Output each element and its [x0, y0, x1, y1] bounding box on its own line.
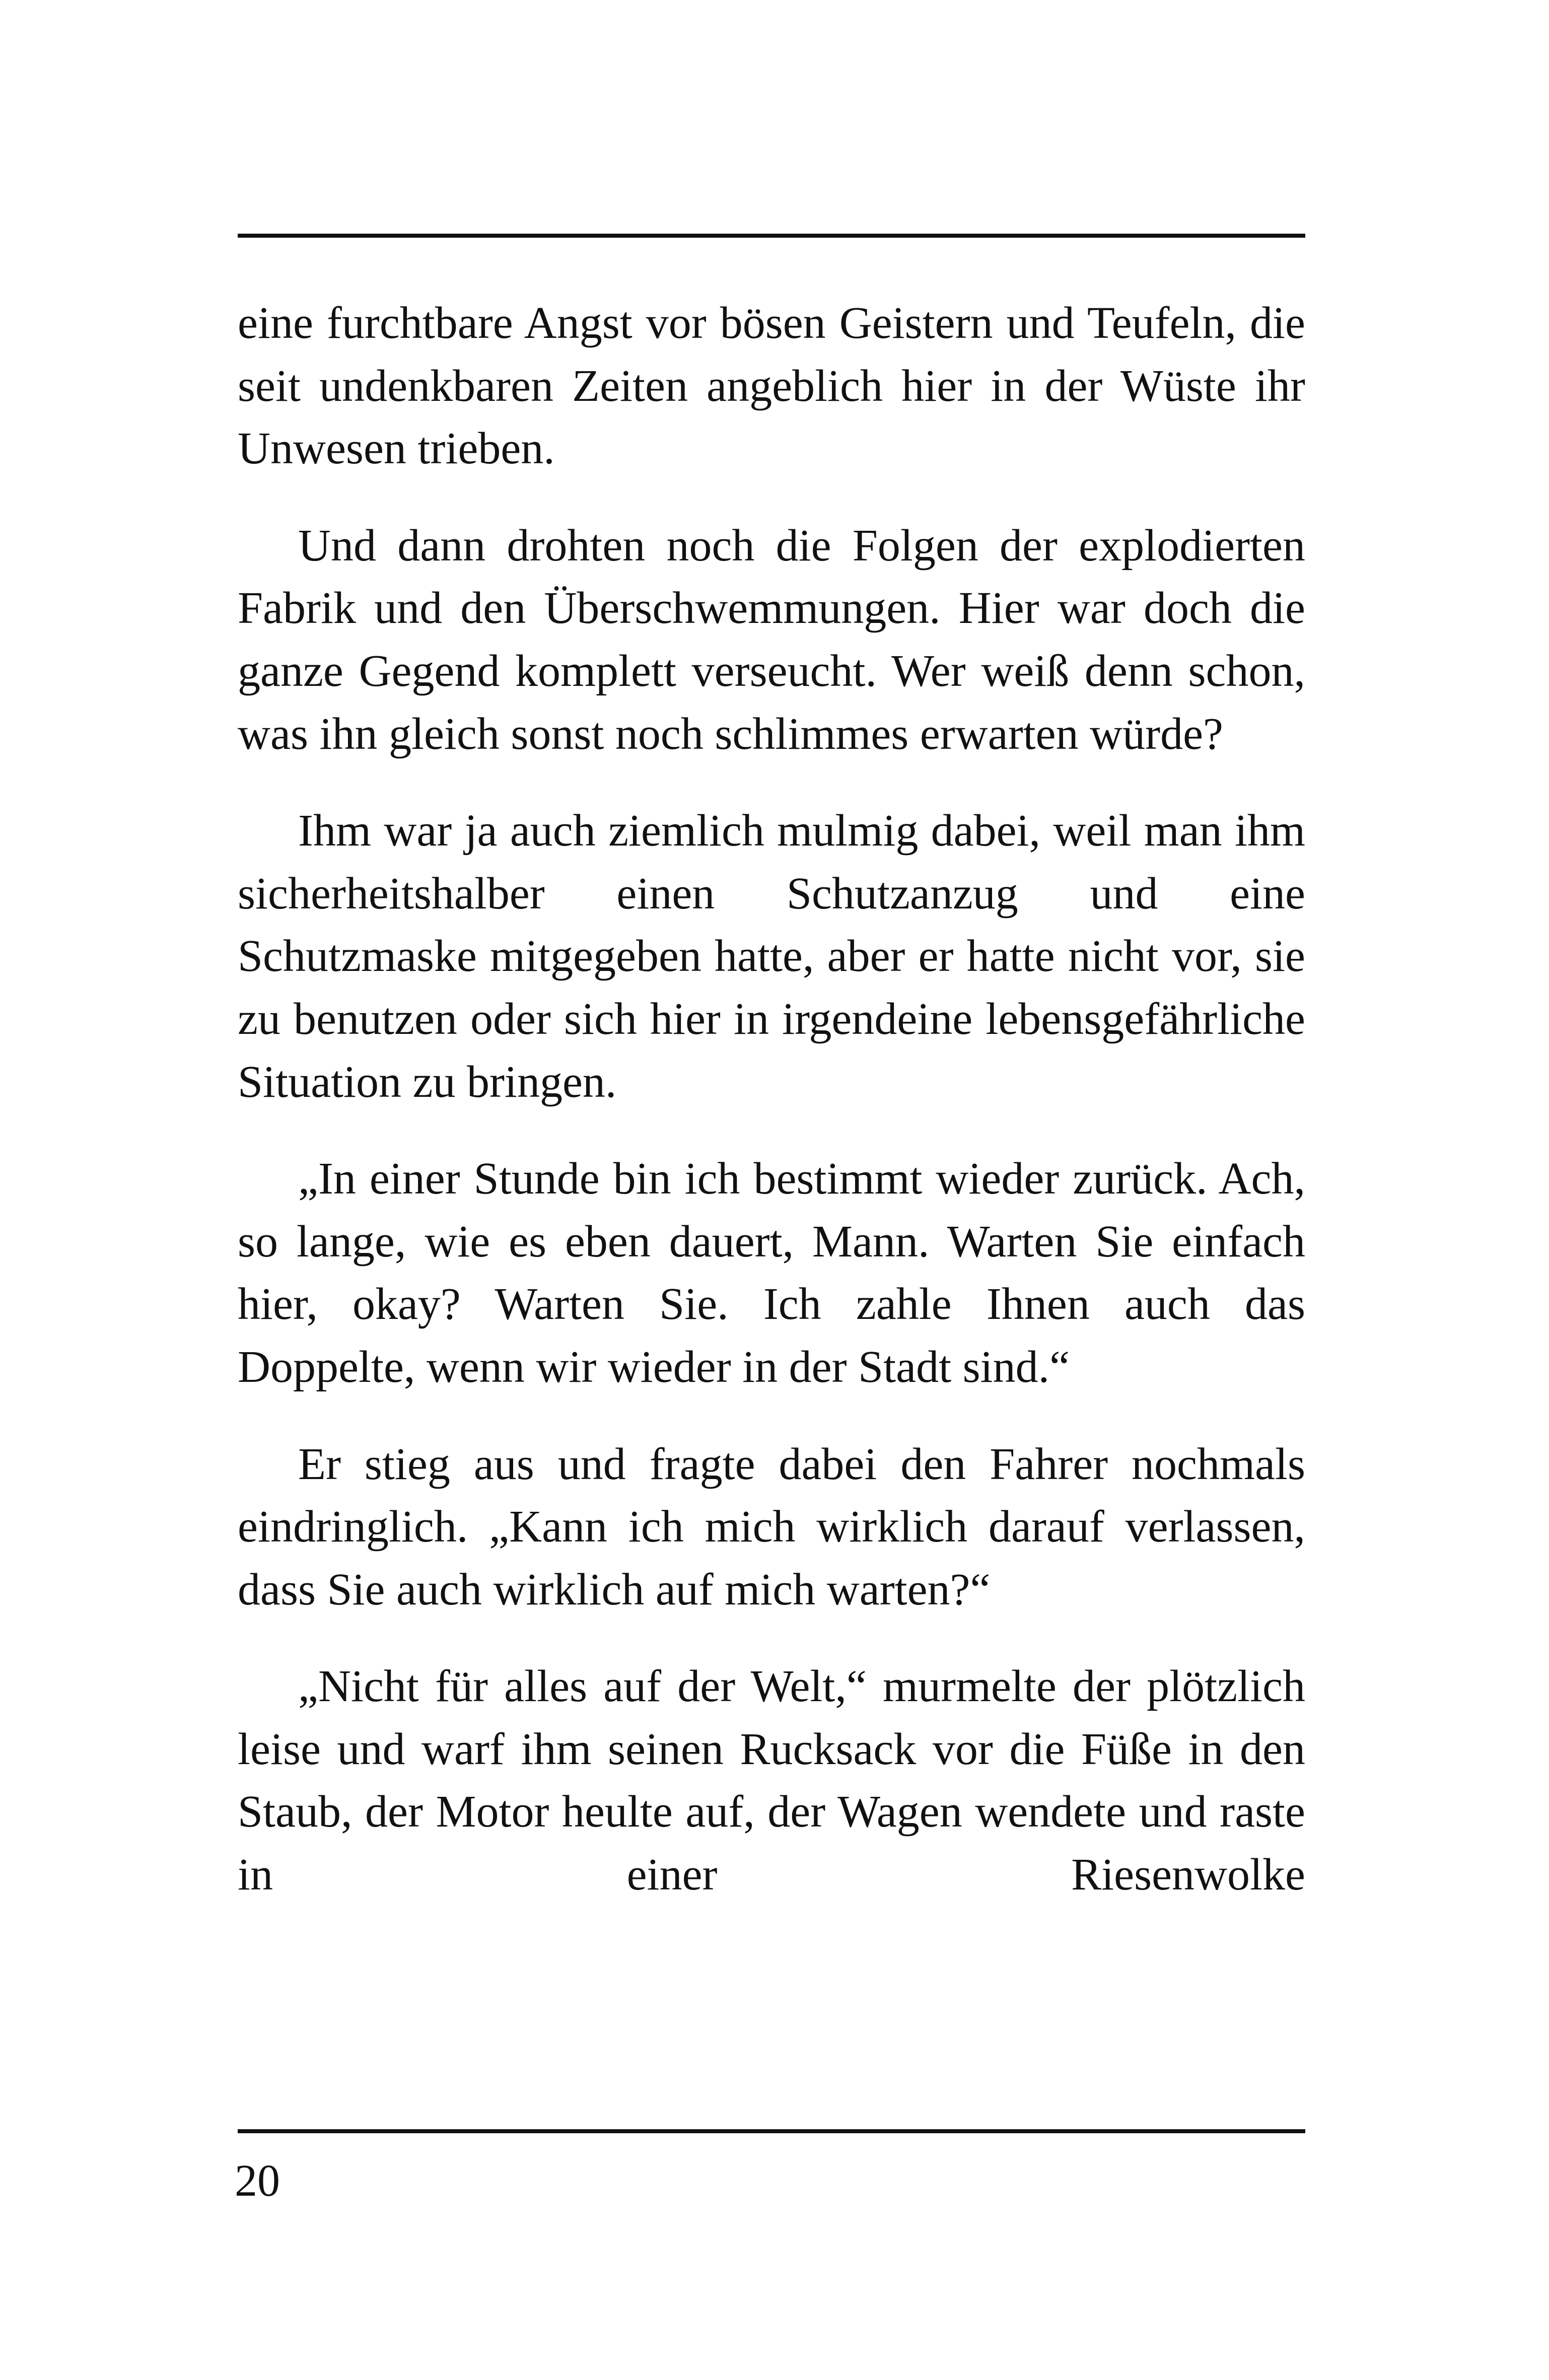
body-text [238, 292, 1305, 1907]
paragraph: eine furchtbare Angst vor bösen Geistern und Teufeln, die seit undenkbaren Zeiten angeblich hier in der Wüste ihr Unwesen trieben. [238, 298, 1305, 474]
header-rule [238, 234, 1305, 238]
paragraph: „Nicht für alles auf der Welt,“ murmelte der plötzlich leise und warf ihm seinen Rucksack vor die Füße in den Staub, der Motor heulte auf, der Wagen wendete und raste in einer Riesenwolke [238, 1661, 1305, 1900]
paragraph: Ihm war ja auch ziemlich mulmig dabei, weil man ihm sicherheitshalber einen Schutzanzug und eine Schutzmaske mitgegeben hatte, aber er hatte nicht vor, sie zu benutzen oder sich hier in irgendeine lebensgefährliche Situation zu bringen. [238, 806, 1305, 1107]
paragraph: Er stieg aus und fragte dabei den Fahrer nochmals eindringlich. „Kann ich mich wirklich darauf verlassen, dass Sie auch wirklich auf mich warten?“ [238, 1439, 1305, 1615]
paragraph: Und dann drohten noch die Folgen der explodierten Fabrik und den Überschwemmungen. Hier war doch die ganze Gegend komplett verseucht. Wer weiß denn schon, was ihn gleich sonst noch schlimmes erwarten würde? [238, 520, 1305, 759]
footer-rule [238, 2129, 1305, 2133]
page-number: 20 [235, 2156, 280, 2206]
paragraph: „In einer Stunde bin ich bestimmt wieder zurück. Ach, so lange, wie es eben dauert, Mann. Warten Sie einfach hier, okay? Warten Sie. Ich zahle Ihnen auch das Doppelte, wenn wir wieder in der Stadt sind.“ [238, 1154, 1305, 1392]
